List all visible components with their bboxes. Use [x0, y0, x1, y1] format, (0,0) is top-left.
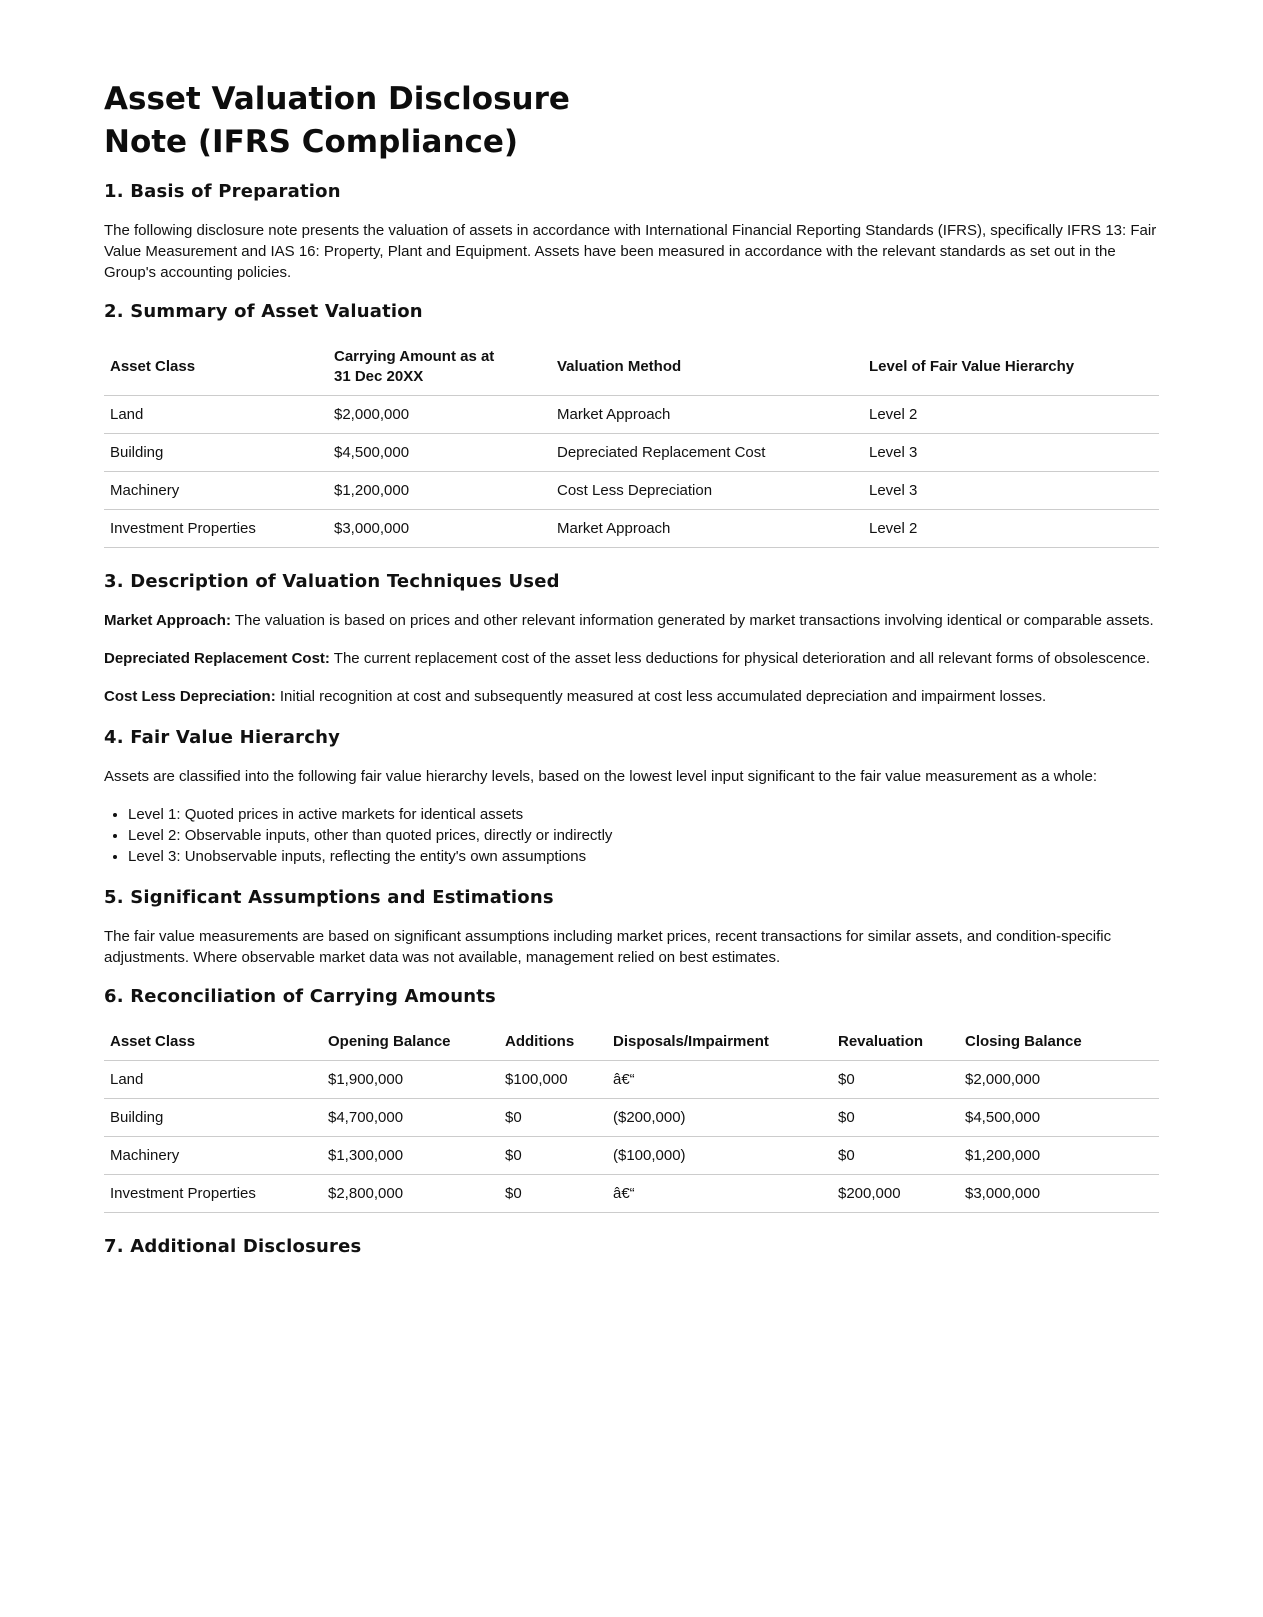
table-row: [104, 510, 1159, 548]
table-cell: $0: [499, 1175, 607, 1213]
list-item: • Level 2: Observable inputs, other than quoted prices, directly or indirectly: [128, 825, 1159, 846]
table-cell: $0: [832, 1061, 959, 1099]
column-header: Level of Fair Value Hierarchy: [863, 340, 1159, 396]
table-cell: Building: [104, 1099, 322, 1137]
table-cell: Level 3: [863, 434, 1159, 472]
table-cell: Investment Properties: [104, 1175, 322, 1213]
section-3-heading: 3. Description of Valuation Techniques Used: [104, 571, 560, 592]
section-5-heading: 5. Significant Assumptions and Estimations: [104, 887, 554, 908]
table-cell: $1,200,000: [959, 1137, 1159, 1175]
section-1-heading: 1. Basis of Preparation: [104, 181, 341, 202]
technique-label: Depreciated Replacement Cost:: [104, 650, 330, 667]
section-4-heading: 4. Fair Value Hierarchy: [104, 727, 341, 748]
table-cell: â€“: [607, 1175, 832, 1213]
table-cell: Investment Properties: [104, 510, 328, 548]
table-cell: $3,000,000: [328, 510, 551, 548]
table-cell: Depreciated Replacement Cost: [551, 434, 863, 472]
table-cell: â€“: [607, 1061, 832, 1099]
table-cell: $0: [832, 1099, 959, 1137]
table-cell: $2,000,000: [328, 396, 551, 434]
table-cell: $100,000: [499, 1061, 607, 1099]
technique-cost-less-depreciation: [104, 686, 1159, 707]
table-cell: $2,800,000: [322, 1175, 499, 1213]
table-header-row: [104, 340, 1159, 396]
table-row: [104, 1061, 1159, 1099]
table-cell: $200,000: [832, 1175, 959, 1213]
technique-label: Market Approach:: [104, 612, 231, 629]
column-header: Valuation Method: [551, 340, 863, 396]
column-header: Opening Balance: [322, 1025, 499, 1061]
table-cell: Land: [104, 1061, 322, 1099]
table-row: [104, 1137, 1159, 1175]
table-row: [104, 434, 1159, 472]
table-row: [104, 472, 1159, 510]
table-row: [104, 396, 1159, 434]
table-cell: Market Approach: [551, 510, 863, 548]
table-cell: $4,700,000: [322, 1099, 499, 1137]
table-cell: Cost Less Depreciation: [551, 472, 863, 510]
section-6-heading: 6. Reconciliation of Carrying Amounts: [104, 986, 496, 1007]
table-cell: Level 2: [863, 396, 1159, 434]
asset-valuation-table: [104, 340, 1159, 548]
table-cell: $4,500,000: [959, 1099, 1159, 1137]
table-cell: ($200,000): [607, 1099, 832, 1137]
table-cell: $1,900,000: [322, 1061, 499, 1099]
table-header-row: [104, 1025, 1159, 1061]
column-header: Additions: [499, 1025, 607, 1061]
page-title: Asset Valuation Disclosure Note (IFRS Compliance): [104, 81, 570, 160]
table-cell: $0: [499, 1137, 607, 1175]
list-item: • Level 3: Unobservable inputs, reflecting the entity's own assumptions: [128, 846, 1159, 867]
table-cell: $0: [499, 1099, 607, 1137]
column-header: Asset Class: [104, 340, 328, 396]
column-header: Disposals/Impairment: [607, 1025, 832, 1061]
table-cell: $4,500,000: [328, 434, 551, 472]
table-cell: Machinery: [104, 472, 328, 510]
table-cell: Building: [104, 434, 328, 472]
technique-text: The valuation is based on prices and other relevant information generated by market transactions involving identical or comparable assets.: [230, 612, 1154, 629]
table-cell: $1,300,000: [322, 1137, 499, 1175]
section-1-text: The following disclosure note presents the valuation of assets in accordance with International Financial Reporting Standards (IFRS), specifically IFRS 13: Fair Value Measurement and IAS 16: Property, Plant and Equipment. Assets have been measured in accordance with the relevant standards as set out in the Group's accounting policies.: [104, 222, 1157, 281]
table-row: [104, 1099, 1159, 1137]
column-header: Closing Balance: [959, 1025, 1159, 1061]
hierarchy-level-list: [104, 804, 1159, 867]
technique-label: Cost Less Depreciation:: [104, 688, 276, 705]
table-cell: $2,000,000: [959, 1061, 1159, 1099]
table-cell: Machinery: [104, 1137, 322, 1175]
table-row: [104, 1175, 1159, 1213]
section-5-text: The fair value measurements are based on significant assumptions including market prices, recent transactions for similar assets, and condition-specific adjustments. Where observable market data was not available, management relied on best estimates.: [104, 928, 1112, 966]
table-cell: Market Approach: [551, 396, 863, 434]
technique-text: The current replacement cost of the asset less deductions for physical deterioration and all relevant forms of obsolescence.: [329, 650, 1151, 667]
table-cell: Level 2: [863, 510, 1159, 548]
list-item: • Level 1: Quoted prices in active markets for identical assets: [128, 804, 1159, 825]
reconciliation-table: [104, 1025, 1159, 1213]
section-2-heading: 2. Summary of Asset Valuation: [104, 301, 423, 322]
table-cell: $0: [832, 1137, 959, 1175]
column-header: Revaluation: [832, 1025, 959, 1061]
technique-market-approach: [104, 610, 1159, 631]
table-cell: $3,000,000: [959, 1175, 1159, 1213]
column-header: Carrying Amount as at 31 Dec 20XX: [328, 340, 551, 396]
technique-depreciated-replacement-cost: [104, 648, 1159, 669]
table-cell: ($100,000): [607, 1137, 832, 1175]
column-header: Asset Class: [104, 1025, 322, 1061]
table-cell: Level 3: [863, 472, 1159, 510]
technique-text: Initial recognition at cost and subsequently measured at cost less accumulated depreciation and impairment losses.: [275, 688, 1047, 705]
table-cell: $1,200,000: [328, 472, 551, 510]
section-7-heading: 7. Additional Disclosures: [104, 1236, 362, 1257]
section-4-text: Assets are classified into the following fair value hierarchy levels, based on the lowest level input significant to the fair value measurement as a whole:: [104, 768, 1098, 785]
table-cell: Land: [104, 396, 328, 434]
